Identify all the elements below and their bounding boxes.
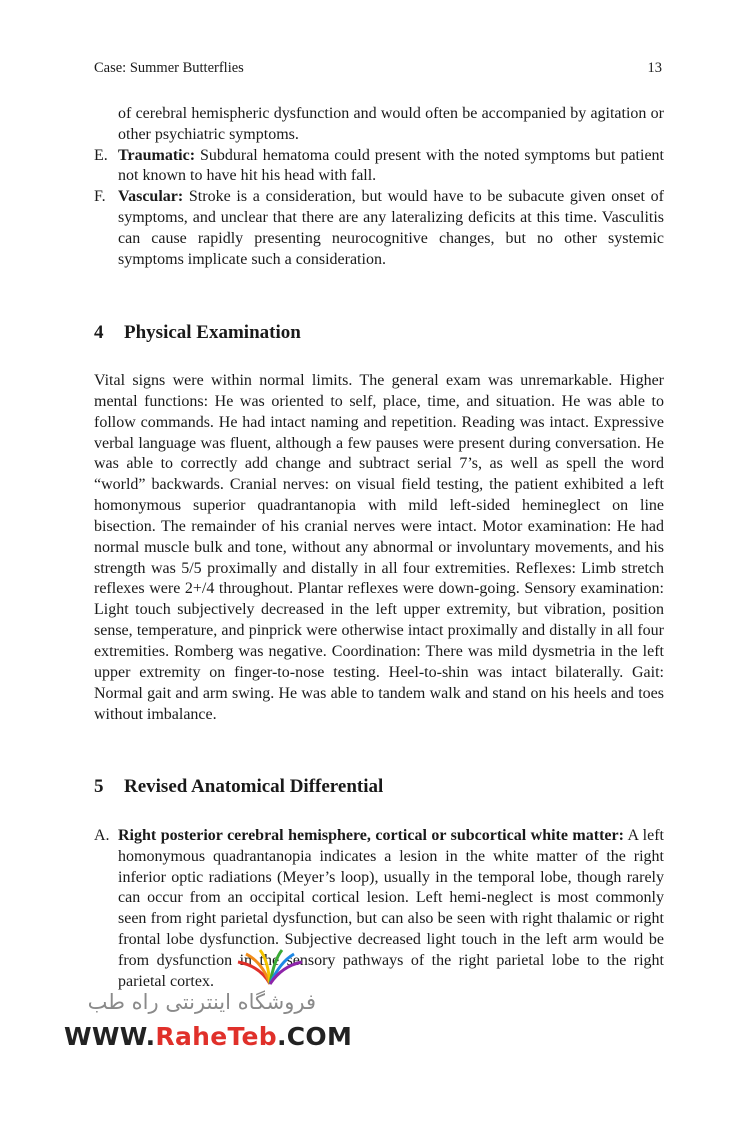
list-item-traumatic [94,146,664,188]
section-number: 4 [94,322,104,343]
list-label: E. [94,146,108,164]
page-number: 13 [647,60,662,76]
section-number: 5 [94,776,104,797]
watermark [64,946,353,1056]
watermark-persian-text: فروشگاه اینترنتی راه طب [87,990,316,1014]
url-suffix: .COM [276,1022,353,1051]
list-term: Traumatic: [118,146,196,164]
section-heading-physical-examination [94,321,301,345]
book-logo-icon [230,948,310,988]
list-text: Subdural hematoma could present with the noted symptoms but patient not known to have hit his head with fall. [118,146,664,185]
list-text: Stroke is a consideration, but would have to be subacute given onset of symptoms, and unclear that there are any lateralizing deficits at this time. Vasculitis can cause rapidly presenting neurocognitive changes, but no other systemic symptoms implicate such a consideration. [118,188,665,268]
physical-examination-paragraph: Vital signs were within normal limits. The general exam was unremarkable. Higher mental functions: He was oriented to self, place, time, and situation. He was able to follow commands. He had intact naming and repetition. Reading was intact. Expressive verbal language was fluent, although a few pauses were present during conversation. He was able to correctly add change and subtract serial 7’s, as well as spell the word “world” backwards. Cranial nerves: on visual field testing, the patient exhibited a left homonymous superior quadrantanopia with mild left-sided hemineglect on line bisection. The remainder of his cranial nerves were intact. Motor examination: He had normal muscle bulk and tone, without any abnormal or involuntary movements, and his strength was 5/5 proximally and distally in all four extremities. Reflexes: Limb stretch reflexes were 2+/4 throughout. Plantar reflexes were down-going. Sensory examination: Light touch subjectively decreased in the left upper extremity, but vibration, position sense, temperature, and pinprick were otherwise intact proximally and distally in all four extremities. Romberg was negative. Coordination: There was mild dysmetria in the left upper extremity on finger-to-nose testing. Heel-to-shin was intact bilaterally. Gait: Normal gait and arm swing. He was able to tandem walk and stand on his heels and toes without imbalance. [94,372,664,723]
list-text: A left homonymous quadrantanopia indicates a lesion in the white matter of the right inferior optic radiations (Meyer’s loop), usually in the temporal lobe, though rarely can occur from an occipital cortical lesion. Left hemi-neglect is most commonly seen from right parietal dysfunction, but can also be seen with right thalamic or right frontal lobe dysfunction. Subjective decreased light touch in the left arm would be from dysfunction in the sensory pathways of the right parietal lobe to the right parietal cortex. [118,827,665,990]
section-heading-revised-differential [94,775,383,799]
list-label: F. [94,188,106,206]
list-term: Vascular: [118,188,184,206]
section-title: Physical Examination [124,322,301,343]
continued-text: of cerebral hemispheric dysfunction and would often be accompanied by agitation or other psychiatric symptoms. [118,105,664,143]
list-item-continued [94,104,664,146]
watermark-url [64,1022,352,1051]
continued-differential-list [94,104,664,270]
section-title: Revised Anatomical Differential [124,776,384,797]
running-title: Case: Summer Butterflies [94,60,244,76]
list-item-vascular [94,187,664,270]
url-brand: RaheTeb [155,1022,277,1051]
list-label: A. [94,827,110,844]
list-term: Right posterior cerebral hemisphere, cortical or subcortical white matter: [118,827,624,844]
url-prefix: WWW. [64,1022,156,1051]
running-header [94,60,662,80]
